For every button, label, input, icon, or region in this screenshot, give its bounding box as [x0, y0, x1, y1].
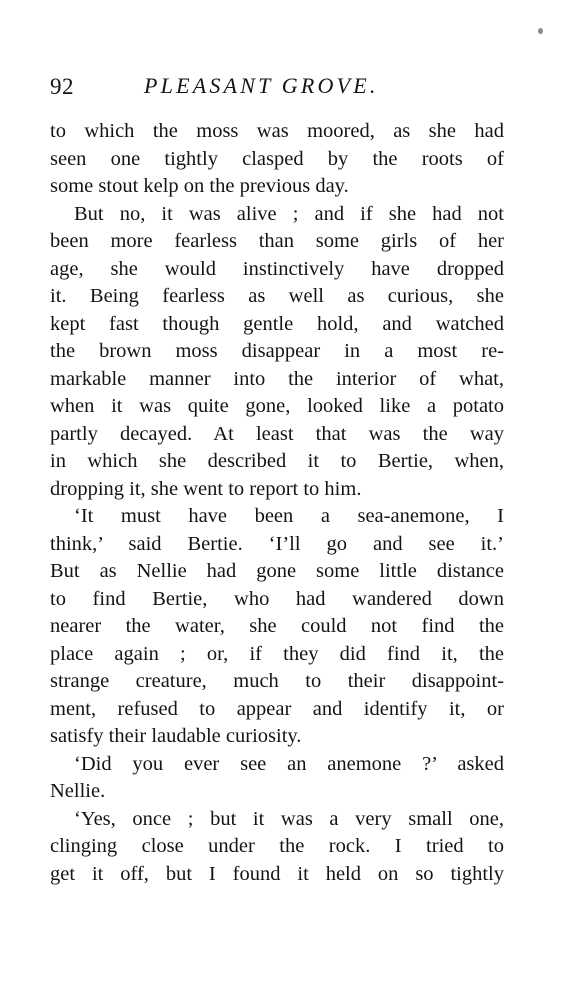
text-line: the brown moss disappear in a most re- — [50, 340, 504, 362]
text-line: to which the moss was moored, as she had — [50, 120, 504, 142]
text-line: to find Bertie, who had wandered down — [50, 587, 504, 610]
text-line: nearer the water, she could not find the — [50, 615, 504, 637]
text-line: been more fearless than some girls of her — [50, 230, 504, 252]
text-line: age, she would instinctively have dropped — [50, 257, 504, 280]
text-line: strange creature, much to their disappoint- — [50, 670, 504, 692]
text-line: when it was quite gone, looked like a potato — [50, 395, 504, 417]
text-line: ment, refused to appear and identify it, or — [50, 697, 504, 720]
text-line: seen one tightly clasped by the roots of — [50, 147, 504, 170]
text-line: satisfy their laudable curiosity. — [50, 725, 302, 747]
text-line: markable manner into the interior of what, — [50, 367, 504, 390]
text-line: ‘Yes, once ; but it was a very small one, — [74, 807, 504, 830]
body-text — [50, 118, 504, 888]
text-line: But no, it was alive ; and if she had not — [74, 202, 504, 225]
text-line: some stout kelp on the previous day. — [50, 175, 349, 197]
text-line: dropping it, she went to report to him. — [50, 477, 362, 500]
text-line: ‘It must have been a sea-anemone, I — [74, 505, 504, 527]
page-number: 92 — [50, 74, 74, 99]
text-line: ‘Did you ever see an anemone ?’ asked — [74, 752, 504, 775]
text-line: clinging close under the rock. I tried to — [50, 835, 504, 857]
text-line: partly decayed. At least that was the way — [50, 422, 504, 445]
running-title: PLEASANT GROVE. — [144, 73, 379, 98]
page-header — [50, 74, 504, 108]
text-line: Nellie. — [50, 780, 106, 802]
text-line: it. Being fearless as well as curious, she — [50, 285, 504, 307]
text-line: kept fast though gentle hold, and watched — [50, 312, 504, 335]
text-line: get it off, but I found it held on so tightly — [50, 862, 504, 885]
text-line: in which she described it to Bertie, when, — [50, 450, 504, 472]
text-line: think,’ said Bertie. ‘I’ll go and see it.’ — [50, 532, 504, 555]
text-line: place again ; or, if they did find it, the — [50, 642, 504, 665]
text-line: But as Nellie had gone some little distance — [50, 560, 504, 582]
ink-speck — [538, 28, 543, 34]
